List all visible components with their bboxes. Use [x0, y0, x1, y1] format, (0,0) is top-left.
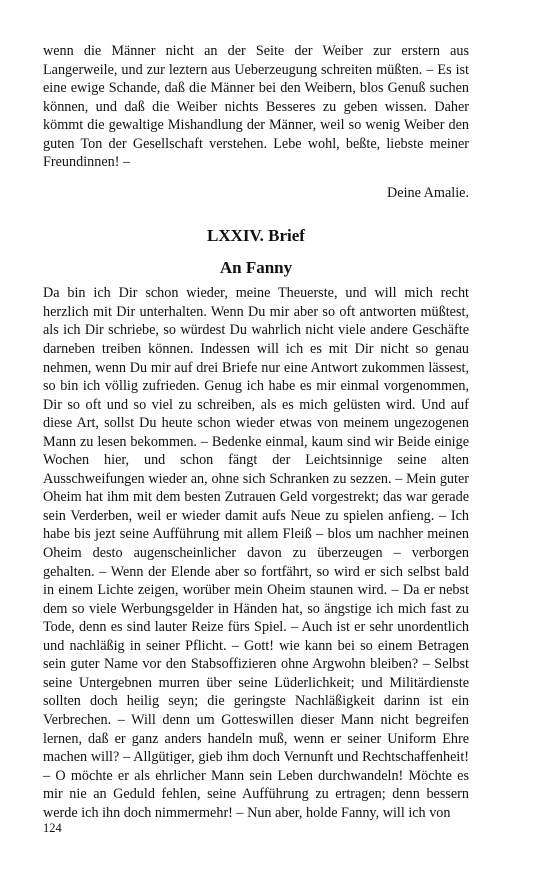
letter-heading: LXXIV. Brief	[207, 226, 305, 246]
page-number: 124	[43, 821, 62, 835]
previous-letter-closing-paragraph: wenn die Männer nicht an der Seite der Weiber zur erstern aus Langerweile, und zur leztern aus Ueberzeugung schreiten müßten. – Es ist eine ewige Schande, daß die Männer bei den Weibern, blos Genuß suchen können, und daß die Weiber nichts Besseres zu geben wissen. Daher kömmt die gewaltige Mishandlung der Männer, weil so wenig Weiber den guten Ton der Gesellschaft verstehen. Lebe wohl, beßte, liebste meiner Freundinnen! –	[43, 43, 469, 171]
letter-signature: Deine Amalie.	[387, 184, 469, 201]
letter-body-paragraph: Da bin ich Dir schon wieder, meine Theuerste, und will mich recht herzlich mit Dir unterhalten. Wenn Du mir aber so oft antworten müßtest, als ich Dir schriebe, so würdest Du wahrlich nicht viele andere Geschäfte darneben treiben können. Indessen will ich es mit Dir nicht so genau nehmen, wenn Du mir auf drei Briefe nur eine Antwort zukommen lässest, so bin ich völlig zufrieden. Genug ich habe es mir einmal vorgenommen, Dir so oft und so viel zu schreiben, als es mich gelüsten wird. Und auf diese Art, sollst Du heute schon wieder etwas von meinem ungezogenen Mann zu lesen bekommen. – Bedenke einmal, kaum sind wir Beide einige Wochen hier, und schon fängt der Leichtsinnige seine alten Ausschweifungen wieder an, ohne sich Schranken zu sezzen. – Mein guter Oheim hat ihm mit dem besten Zutrauen Geld vorgestrekt; das war gerade sein Verderben, weil er wieder damit aufs Neue zu spielen anfieng. – Ich habe bis jezt seine Aufführung mit allem Fleiß – blos um nachher meinen Oheim desto augenscheinlicher davon zu überzeugen – verborgen gehalten. – Wenn der Elende aber so fortfährt, so wird er sich selbst bald in einem Lichte zeigen, worüber mein Oheim staunen wird. – Da er nebst dem so viele Werbungsgelder in Händen hat, so ängstige ich mich fast zu Tode, denn es sind lauter Reize fürs Spiel. – Auch ist er sehr unordentlich und nachläßig in seiner Pflicht. – Gott! wie kann bei so einem Betragen sein guter Name vor den Stabsoffizieren ohne Argwohn bleiben? – Selbst seine Untergebnen murren über seine Lüderlichkeit; und Militärdienste sollten doch heilig seyn; die geringste Nachläßigkeit darinn ist ein Verbrechen. – Will denn um Gotteswillen dieser Mann nicht begreifen lernen, daß er ganz anders handeln muß, wenn er seiner Uniform Ehre machen will? – Allgütiger, gieb ihm doch Vernunft und Rechtschaffenheit! – O möchte er als ehrlicher Mann sein Leben durchwandeln! Möchte es mir nie an Geduld fehlen, seine Aufführung zu ertragen; denn bessern werde ich ihn doch nimmermehr! – Nun aber, holde Fanny, will ich von	[43, 285, 469, 821]
letter-recipient-heading: An Fanny	[219, 258, 293, 278]
page-text-block	[43, 42, 469, 822]
